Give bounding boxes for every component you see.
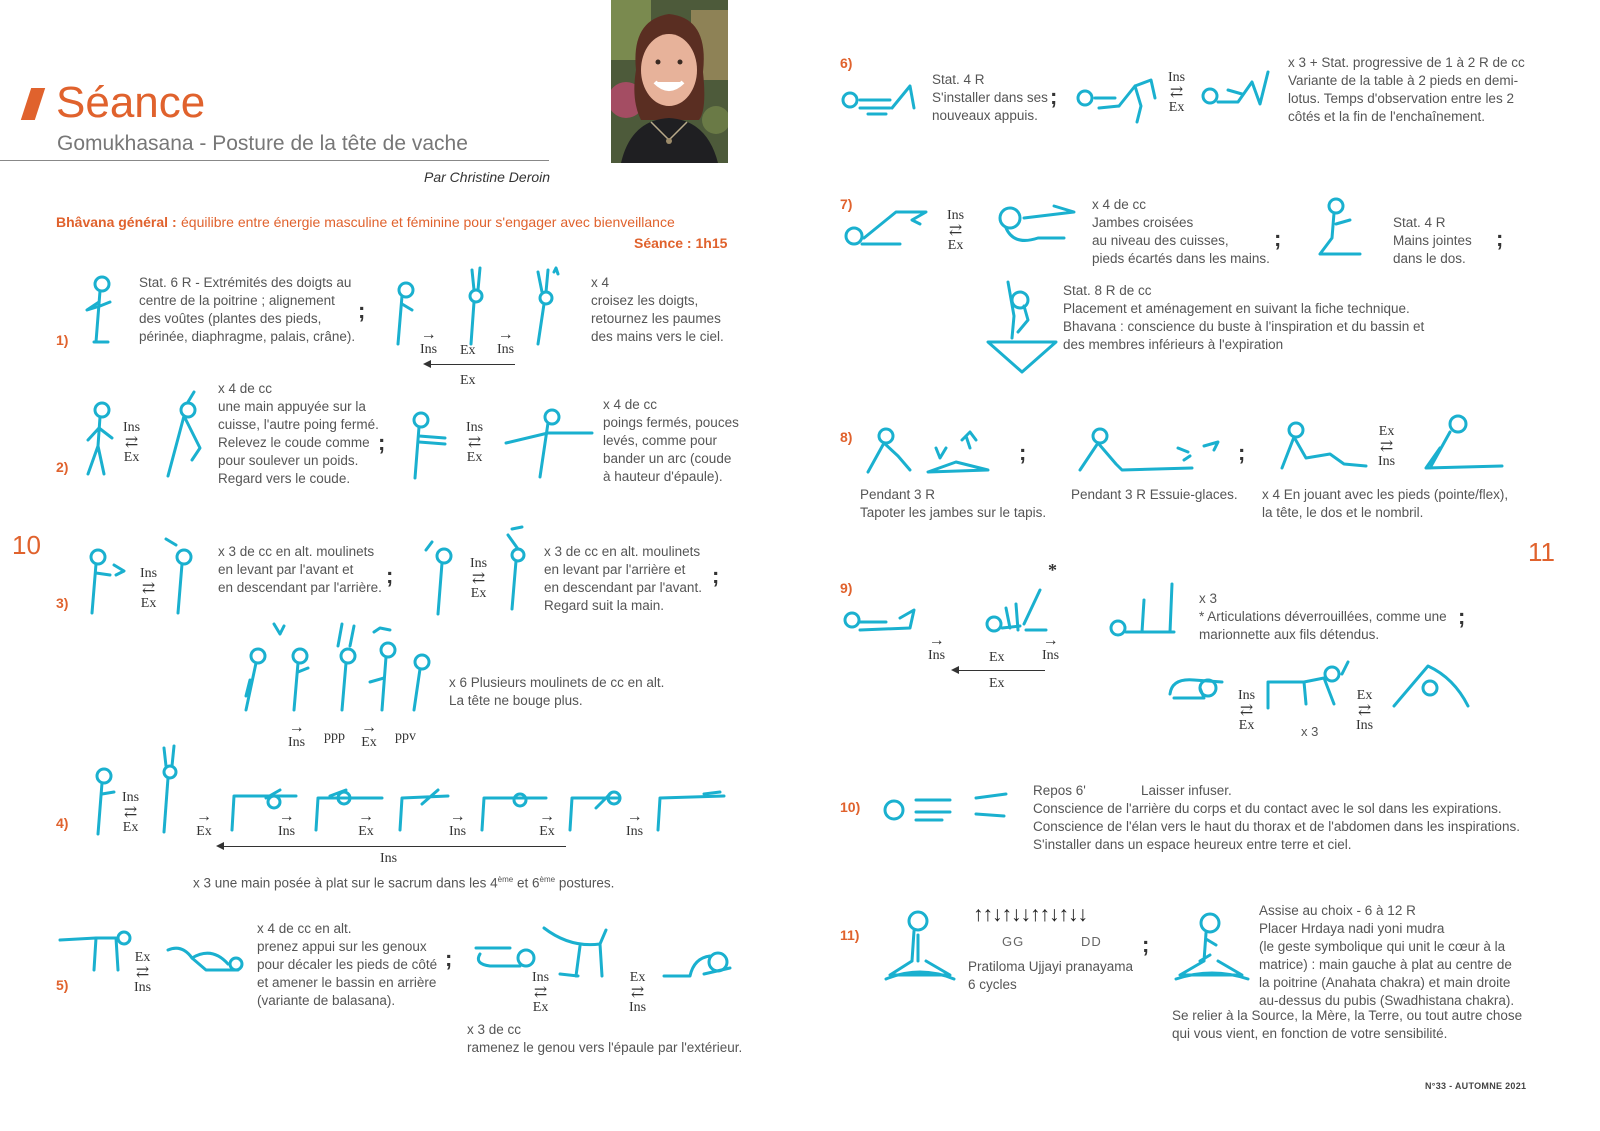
lying-leg-hold-figure-icon — [840, 200, 930, 250]
breath-arrow-right: → Ex — [361, 719, 377, 750]
step-8-text-3: x 4 En jouant avec les pieds (pointe/flex), la tête, le dos et le nombril. — [1262, 487, 1509, 520]
bhavana-label: Bhâvana général : — [56, 214, 177, 230]
breath-arrow-right: → Ins — [449, 808, 467, 839]
step-5-text-2: x 3 de cc ramenez le genou vers l'épaule par l'extérieur. — [467, 1022, 743, 1055]
separator-semicolon: ; — [1238, 440, 1246, 465]
breath-arrow-right: → Ins — [928, 632, 946, 663]
archer-figure-icon — [500, 405, 596, 479]
return-arrow — [425, 364, 515, 365]
author-byline: Par Christine Deroin — [424, 169, 551, 185]
breath-pattern-arrows: ↑↑↓↑↓↓↑↑↓↑↓↓ — [973, 903, 1087, 926]
arm-circle-figure-icon — [160, 535, 200, 615]
step-2-text-2: x 4 de cc poings fermés, pouces levés, comme pour bander un arc (coude à hauteur d'épaule). — [603, 397, 739, 484]
separator-semicolon: ; — [1496, 226, 1504, 251]
seated-leg-cross-figure-icon — [994, 198, 1080, 248]
step-3-text-3: x 6 Plusieurs moulinets de cc en alt. La tête ne bouge plus. — [449, 675, 665, 708]
step-5-number: 5) — [56, 977, 69, 993]
author-portrait — [611, 0, 728, 163]
supine-bent-knees-figure-icon — [840, 598, 920, 638]
legs-up-figure-icon — [1104, 580, 1180, 640]
savasana-figure-icon — [880, 790, 1012, 830]
page-number-left: 10 — [12, 530, 41, 560]
separator-semicolon: ; — [1142, 932, 1150, 957]
step-7-text-3: Stat. 8 R de cc Placement et aménagement en suivant la fiche technique. Bhavana : conscience du buste à l'inspiration et du bassin et des membres inférieurs à l'expiration — [1063, 283, 1425, 352]
step-3-number: 3) — [56, 595, 69, 611]
half-lotus-table-figure-icon — [1075, 76, 1165, 126]
separator-semicolon: ; — [1274, 226, 1282, 251]
step-1-number: 1) — [56, 332, 69, 348]
seated-meditation-figure-icon — [880, 905, 960, 987]
step-10-text: Conscience de l'arrière du corps et du contact avec le sol dans les expirations. Conscience de l'élan vers le haut du thorax et de l'abdomen dans les inspirations. S'installer dans un espace heureux entre terre et ciel. — [1033, 801, 1520, 852]
step-11-text-3: Se relier à la Source, la Mère, la Terre, ou tout autre chose qui vous vient, en fonction de votre sensibilité. — [1172, 1008, 1523, 1041]
breath-swap-icon: Ins ⇄ Ex — [466, 420, 484, 465]
step-7-number: 7) — [840, 196, 853, 212]
return-arrow — [218, 846, 566, 847]
breath-arrow-right: → Ins — [626, 808, 644, 839]
step-7-text-1: x 4 de cc Jambes croisées au niveau des cuisses, pieds écartés dans les mains. — [1092, 197, 1270, 266]
child-pose-figure-icon — [162, 940, 252, 976]
step-4-number: 4) — [56, 815, 69, 831]
breath-arrow-right: → Ins — [497, 326, 515, 357]
puppet-legs-figure-icon — [980, 580, 1060, 640]
breath-label-ex: Ex — [989, 676, 1005, 691]
breath-swap-icon: Ins ⇄ Ex — [947, 208, 965, 253]
page-number-right: 11 — [1528, 537, 1555, 567]
step-5-text-1: x 4 de cc en alt. prenez appui sur les genoux pour décaler les pieds de côté et amener le bassin en arrière (variante de balasana). — [257, 921, 438, 1008]
forward-fold-figure-icon — [1410, 412, 1510, 472]
step-6-text-2: x 3 + Stat. progressive de 1 à 2 R de cc Variante de la table à 2 pieds en demi- lotus. Temps d'observation entre les 2 côtés et la fin de l'enchaînement. — [1288, 55, 1525, 124]
breath-label-ppp: ppp — [324, 729, 345, 744]
separator-semicolon: ; — [358, 298, 366, 323]
bow-arm-figure-icon — [405, 410, 455, 480]
arm-circles-sequence-icon — [238, 622, 438, 714]
arms-up-palms-figure-icon — [530, 266, 564, 346]
step-3-text-1: x 3 de cc en alt. moulinets en levant par l'avant et en descendant par l'arrière. — [218, 544, 382, 595]
breath-arrow-right: → Ins — [288, 719, 306, 750]
arms-up-figure-icon — [460, 266, 490, 346]
page-subtitle: Gomukhasana - Posture de la tête de vache — [57, 132, 468, 155]
page-title: Séance — [56, 78, 206, 127]
breath-arrow-right: → Ex — [196, 808, 212, 839]
arm-circle-figure-icon — [422, 540, 462, 616]
separator-semicolon: ; — [378, 430, 386, 455]
step-8-number: 8) — [840, 429, 853, 445]
header-rule — [0, 160, 549, 161]
return-arrow — [953, 670, 1045, 671]
arm-circle-figure-icon — [500, 525, 536, 611]
breath-label-ex: Ex — [460, 343, 476, 358]
kneeling-hands-back-figure-icon — [1312, 194, 1372, 258]
breath-swap-icon: Ins ⇄ Ex — [122, 790, 140, 835]
step-11-number: 11) — [840, 927, 860, 943]
separator-semicolon: ; — [712, 563, 720, 588]
step-7-text-2: Stat. 4 R Mains jointes dans le dos. — [1393, 215, 1472, 266]
step-1-text-1: Stat. 6 R - Extrémités des doigts au centre de la poitrine ; alignement des voûtes (plantes des pieds, périnée, diaphragme, palais, crâne). — [139, 275, 356, 344]
knee-to-shoulder-figure-icon — [660, 948, 732, 980]
breath-label-ins: Ins — [380, 851, 398, 866]
breath-swap-icon: Ins ⇄ Ex — [1238, 688, 1256, 733]
half-lotus-table-figure-icon — [1198, 70, 1278, 114]
step-6-text-1: Stat. 4 R S'installer dans ses nouveaux appuis. — [932, 72, 1048, 123]
table-pose-figure-icon — [56, 928, 136, 974]
breath-swap-icon: Ex ⇄ Ins — [1356, 688, 1374, 733]
breath-swap-icon: Ex ⇄ Ins — [1378, 424, 1396, 469]
breath-swap-icon: Ins ⇄ Ex — [140, 566, 158, 611]
breath-label-ppv: ppv — [395, 729, 416, 744]
step-11-text-2: Assise au choix - 6 à 12 R Placer Hrdaya nadi yoni mudra (le geste symbolique qui unit le cœur à la matrice) : main gauche à plat au centre de la poitrine (Anahata chakra) et main droite au-dessus du pubis (Swadhistana chakra). — [1259, 903, 1515, 1008]
step-10-number: 10) — [840, 799, 861, 815]
step-10-infuser: Laisser infuser. — [1141, 783, 1232, 798]
breath-arrow-right: → Ins — [278, 808, 296, 839]
breath-swap-icon: Ins ⇄ Ex — [123, 420, 141, 465]
knee-to-shoulder-figure-icon — [540, 924, 620, 980]
bhavana-text: équilibre entre énergie masculine et féminine pour s'engager avec bienveillance — [181, 214, 675, 230]
step-2-number: 2) — [56, 459, 69, 475]
separator-semicolon: ; — [445, 946, 453, 971]
step-6-number: 6) — [840, 55, 853, 71]
standing-figure-icon — [86, 764, 126, 836]
step-9-text-1: x 3 * Articulations déverrouillées, comme une marionnette aux fils détendus. — [1199, 591, 1447, 642]
step-10-repos: Repos 6' — [1033, 783, 1086, 798]
curl-figure-icon — [1164, 670, 1230, 706]
legs-tapping-figure-icon — [858, 426, 998, 476]
step-2-text-1: x 4 de cc une main appuyée sur la cuisse, l'autre poing fermé. Relevez le coude comme pour soulever un poids. Regard vers le coude. — [218, 381, 379, 486]
step-9-number: 9) — [840, 580, 853, 596]
repeat-count: x 3 — [1301, 724, 1319, 739]
roll-forward-figure-icon — [1388, 660, 1480, 710]
child-pose-figure-icon — [470, 940, 540, 976]
right-nostril-label: DD — [1081, 934, 1102, 949]
step-8-text-1: Pendant 3 R Tapoter les jambes sur le tapis. — [860, 487, 1047, 520]
separator-semicolon: ; — [1050, 84, 1058, 109]
breath-arrow-right: → Ins — [420, 326, 438, 357]
hand-on-thigh-figure-icon — [82, 400, 118, 476]
step-8-text-2: Pendant 3 R Essuie-glaces. — [1071, 487, 1238, 502]
footer-issue: N°33 - AUTOMNE 2021 — [1425, 1081, 1527, 1091]
breath-swap-icon: Ex ⇄ Ins — [629, 970, 647, 1015]
left-nostril-label: GG — [1002, 934, 1025, 949]
side-bend-figure-icon — [148, 388, 208, 478]
breath-arrow-right: → Ex — [358, 808, 374, 839]
breath-label-ex: Ex — [989, 650, 1005, 665]
table-pose-sequence-icon — [226, 786, 726, 836]
sit-up-figure-icon — [1264, 660, 1360, 710]
breath-swap-icon: Ins ⇄ Ex — [470, 556, 488, 601]
step-3-text-2: x 3 de cc en alt. moulinets en levant par l'arrière et en descendant par l'avant. Regard suit la main. — [544, 544, 702, 613]
breath-swap-icon: Ins ⇄ Ex — [532, 970, 550, 1015]
arms-up-figure-icon — [154, 744, 188, 834]
separator-semicolon: ; — [1458, 604, 1466, 629]
supine-table-figure-icon — [840, 78, 930, 118]
step-4-caption: x 3 une main posée à plat sur le sacrum dans les 4ème et 6ème postures. — [193, 875, 615, 891]
breath-swap-icon: Ins ⇄ Ex — [1168, 70, 1186, 115]
separator-semicolon: ; — [386, 563, 394, 588]
gomukhasana-figure-icon — [984, 276, 1060, 376]
title-slash — [21, 88, 45, 120]
seated-twist-figure-icon — [1272, 418, 1372, 474]
step-1-text-2: x 4 croisez les doigts, retournez les paumes des mains vers le ciel. — [591, 275, 724, 344]
session-duration: Séance : 1h15 — [634, 235, 728, 251]
step-11-text-1: Pratiloma Ujjayi pranayama 6 cycles — [968, 959, 1134, 992]
breath-arrow-right: → Ex — [539, 808, 555, 839]
breath-swap-icon: Ex ⇄ Ins — [134, 950, 152, 995]
separator-semicolon: ; — [1019, 440, 1027, 465]
seated-mudra-figure-icon — [1172, 905, 1258, 987]
puppet-asterisk: * — [1048, 560, 1057, 580]
standing-figure-icon — [82, 272, 122, 347]
breath-arrow-right: → Ins — [1042, 632, 1060, 663]
arm-circle-figure-icon — [84, 545, 136, 615]
breath-label-ex: Ex — [460, 373, 476, 388]
windshield-wiper-figure-icon — [1072, 424, 1232, 474]
